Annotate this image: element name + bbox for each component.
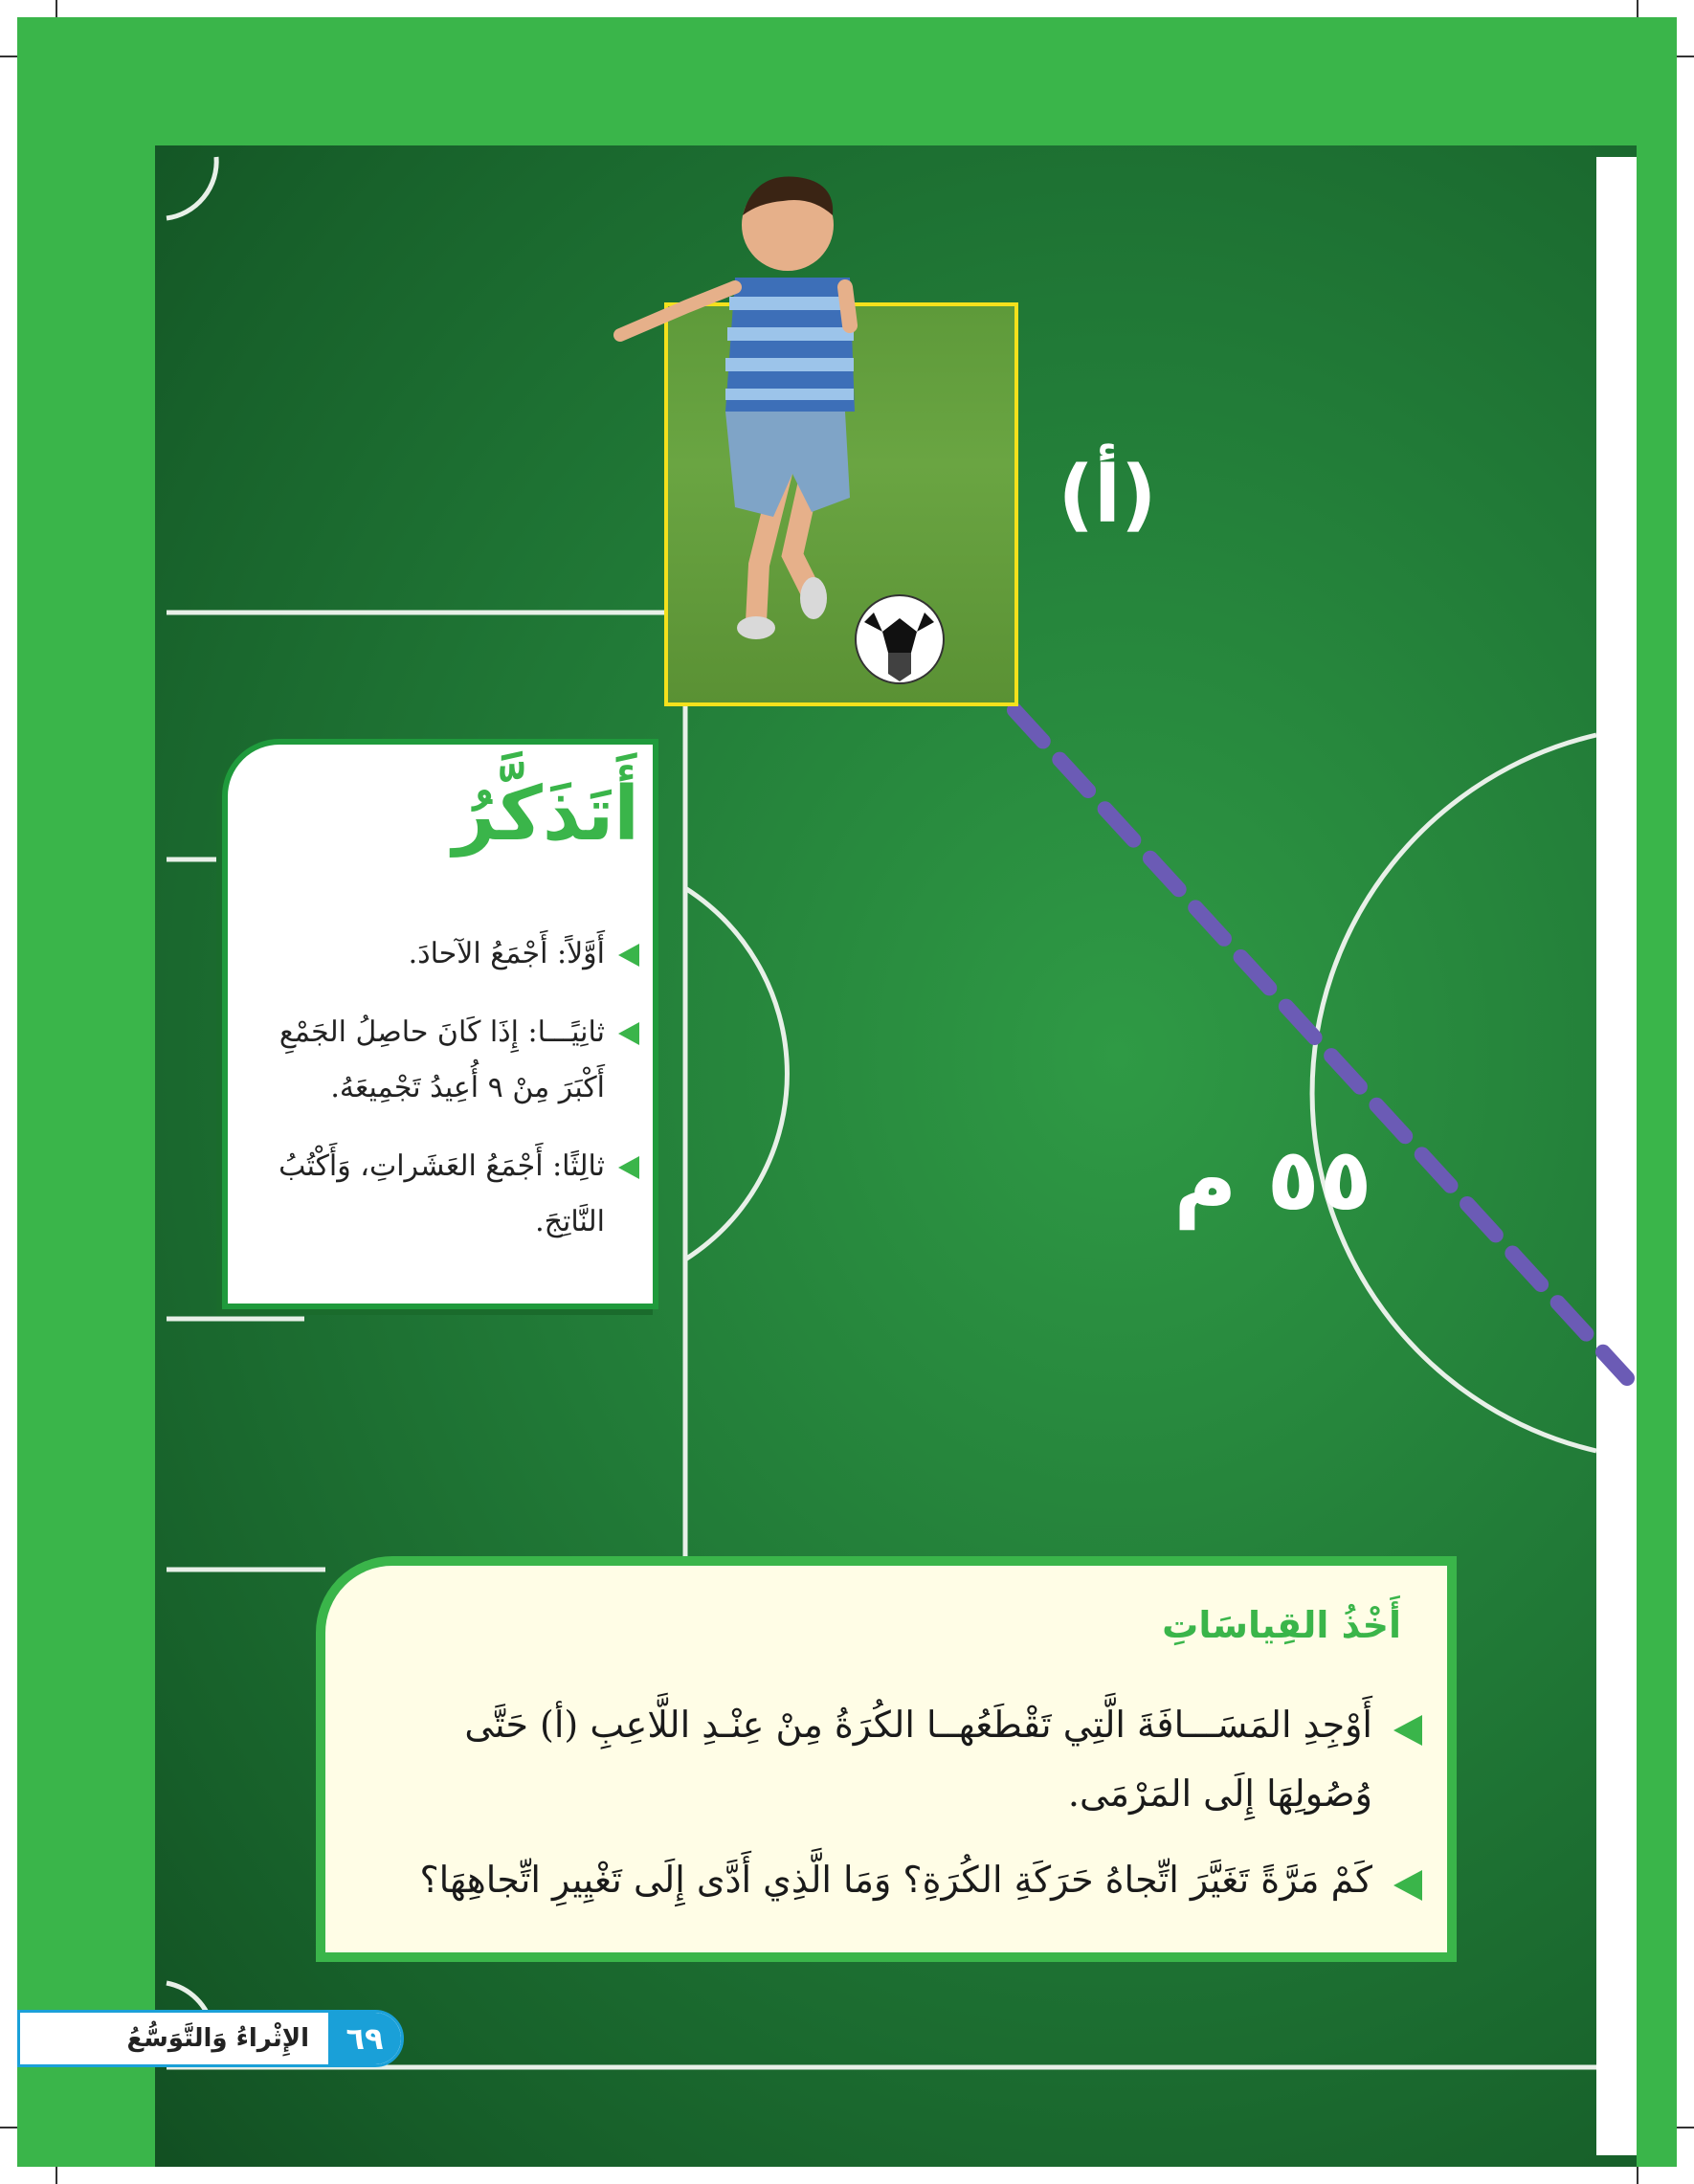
penalty-arc — [685, 888, 787, 1259]
remember-item-text: ثالِثًا: أَجْمَعُ العَشَراتِ، وَأَكْتُبُ النَّاتِجَ. — [279, 1149, 605, 1238]
triangle-bullet-icon — [618, 1022, 639, 1045]
measurement-question — [369, 1845, 1422, 1914]
distance-label: ٥٥ م — [1173, 1129, 1372, 1230]
corner-arc-top — [167, 157, 216, 218]
page-number: ٦٩ — [328, 2013, 401, 2064]
triangle-bullet-icon — [618, 944, 639, 967]
remember-title: أَتَذَكَّرُ — [453, 771, 639, 858]
measurement-question-text: أَوْجِدِ المَسَـــافَةَ الَّتِي تَقْطَعُهــا الكُرَةُ مِنْ عِنْـدِ اللَّاعِبِ (أ) حَتَّى وُصُولِهَا إِلَى المَرْمَى. — [464, 1704, 1372, 1815]
remember-item — [247, 1005, 639, 1116]
page-footer-tab — [17, 2010, 404, 2067]
measurements-box — [316, 1556, 1457, 1962]
remember-item — [247, 926, 639, 982]
center-circle — [1312, 735, 1596, 1451]
triangle-bullet-icon — [618, 1156, 639, 1179]
ball-path-dashed — [1014, 710, 1627, 1378]
section-name: الإِثْراءُ وَالتَّوَسُّعُ — [126, 2024, 309, 2053]
measurements-title: أَخْذُ القِياسَاتِ — [1162, 1604, 1401, 1646]
measurement-question — [369, 1690, 1422, 1828]
remember-item-text: ثانِيًـــا: إِذَا كَانَ حاصِلُ الجَمْعِ أَكْبَرَ مِنْ ٩ أُعِيدُ تَجْمِيعَهُ. — [279, 1015, 605, 1104]
remember-box — [222, 739, 658, 1309]
triangle-bullet-icon — [1393, 1870, 1422, 1901]
remember-item — [247, 1139, 639, 1250]
measurements-list — [369, 1690, 1422, 1931]
remember-list — [247, 926, 639, 1273]
remember-item-text: أَوَّلاً: أَجْمَعُ الآحادَ. — [408, 937, 605, 970]
boy-kicking-ball-illustration — [668, 306, 1022, 710]
player-photo — [664, 302, 1018, 706]
measurement-question-text: كَمْ مَرَّةً تَغَيَّرَ اتِّجاهُ حَرَكَةِ الكُرَةِ؟ وَمَا الَّذِي أَدَّى إِلَى تَغْيِيرِ اتِّجاهِهَا؟ — [419, 1859, 1372, 1901]
player-a-label: (أ) — [1058, 450, 1157, 541]
triangle-bullet-icon — [1393, 1715, 1422, 1746]
